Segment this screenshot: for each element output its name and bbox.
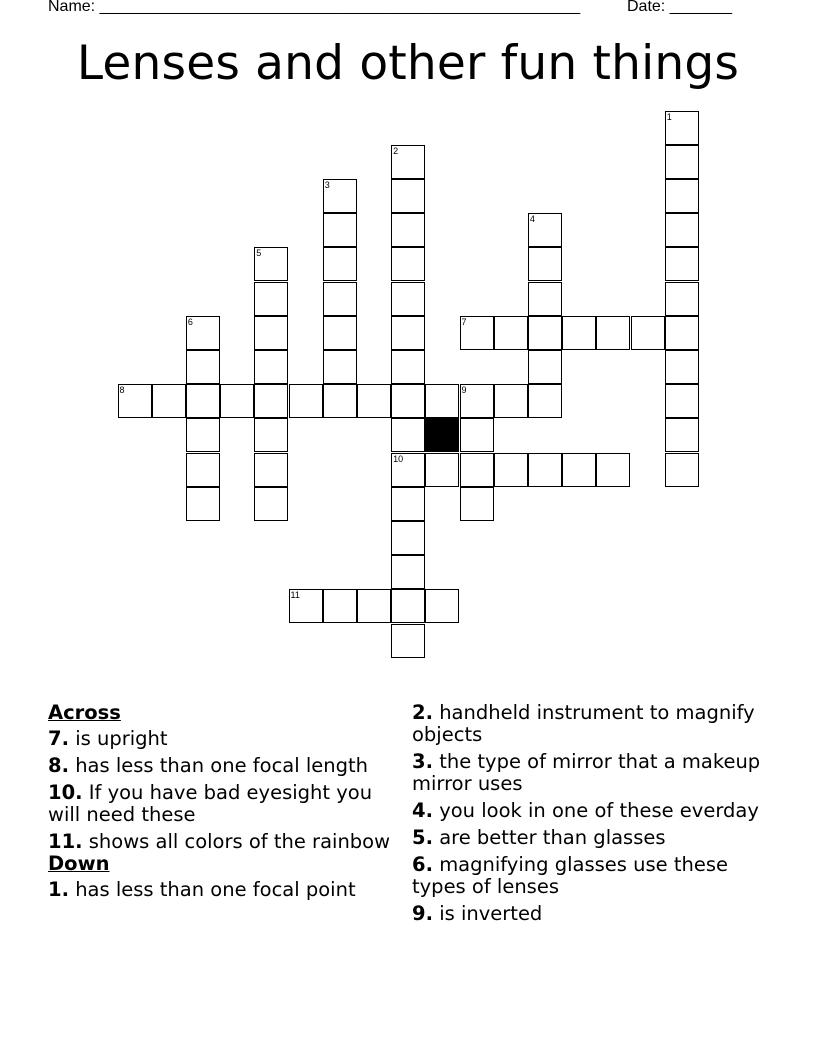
clue-number-label: 7 bbox=[461, 316, 467, 327]
clue-number-label: 1 bbox=[666, 111, 672, 122]
grid-cell[interactable] bbox=[391, 247, 425, 281]
clue-number-label: 10 bbox=[393, 453, 404, 464]
clue-number-label: 2 bbox=[393, 145, 399, 156]
grid-cell[interactable] bbox=[220, 384, 254, 418]
grid-cell[interactable] bbox=[494, 453, 528, 487]
grid-cell[interactable] bbox=[460, 487, 494, 521]
grid-cell[interactable] bbox=[254, 418, 288, 452]
grid-cell[interactable] bbox=[323, 589, 357, 623]
page-title: Lenses and other fun things bbox=[76, 36, 740, 91]
grid-black-cell bbox=[425, 418, 459, 452]
grid-cell[interactable] bbox=[562, 453, 596, 487]
grid-cell[interactable] bbox=[254, 316, 288, 350]
grid-cell[interactable] bbox=[665, 111, 699, 145]
grid-cell[interactable] bbox=[323, 350, 357, 384]
clue-text: handheld instrument to magnify objects bbox=[412, 701, 755, 746]
grid-cell[interactable] bbox=[391, 384, 425, 418]
clue-text: is upright bbox=[75, 727, 168, 750]
clue-text: the type of mirror that a makeup mirror uses bbox=[412, 750, 761, 795]
clues-right-column bbox=[412, 702, 762, 930]
clue-across-8 bbox=[48, 755, 393, 777]
grid-cell[interactable] bbox=[186, 316, 220, 350]
grid-cell[interactable] bbox=[528, 247, 562, 281]
grid-cell[interactable] bbox=[665, 316, 699, 350]
grid-cell[interactable] bbox=[494, 316, 528, 350]
grid-cell[interactable] bbox=[186, 453, 220, 487]
grid-cell[interactable] bbox=[425, 453, 459, 487]
grid-cell[interactable] bbox=[562, 316, 596, 350]
clue-number-label: 6 bbox=[187, 316, 193, 327]
grid-cell[interactable] bbox=[665, 145, 699, 179]
grid-cell[interactable] bbox=[391, 555, 425, 589]
clue-number-label: 9 bbox=[461, 385, 467, 396]
grid-cell[interactable] bbox=[186, 384, 220, 418]
grid-cell[interactable] bbox=[323, 282, 357, 316]
grid-cell[interactable] bbox=[323, 213, 357, 247]
down-heading: Down bbox=[48, 852, 110, 875]
grid-cell[interactable] bbox=[391, 316, 425, 350]
grid-cell[interactable] bbox=[391, 487, 425, 521]
across-heading: Across bbox=[48, 701, 121, 724]
grid-cell[interactable] bbox=[596, 316, 630, 350]
clue-text: is inverted bbox=[439, 902, 543, 925]
grid-cell[interactable] bbox=[391, 282, 425, 316]
grid-cell[interactable] bbox=[391, 521, 425, 555]
grid-cell[interactable] bbox=[528, 350, 562, 384]
grid-cell[interactable] bbox=[391, 179, 425, 213]
clue-number-label: 8 bbox=[119, 385, 125, 396]
grid-cell[interactable] bbox=[254, 247, 288, 281]
clue-number-label: 11 bbox=[290, 590, 300, 601]
grid-cell[interactable] bbox=[254, 487, 288, 521]
clue-down-9 bbox=[412, 903, 762, 925]
grid-cell[interactable] bbox=[289, 384, 323, 418]
grid-cell[interactable] bbox=[528, 213, 562, 247]
clue-number: 1. bbox=[48, 878, 69, 901]
clue-number-label: 3 bbox=[324, 179, 330, 190]
clue-text: magnifying glasses use these types of lenses bbox=[412, 853, 728, 898]
grid-cell[interactable] bbox=[460, 316, 494, 350]
grid-cell[interactable] bbox=[186, 487, 220, 521]
clue-across-11 bbox=[48, 831, 393, 853]
grid-cell[interactable] bbox=[254, 282, 288, 316]
clue-number-label: 4 bbox=[529, 214, 535, 225]
grid-cell[interactable] bbox=[186, 350, 220, 384]
clues-left-column bbox=[48, 702, 393, 906]
clue-down-1 bbox=[48, 879, 393, 901]
clue-number: 4. bbox=[412, 799, 433, 822]
grid-cell[interactable] bbox=[665, 282, 699, 316]
clue-text: are better than glasses bbox=[439, 826, 666, 849]
grid-cell[interactable] bbox=[391, 453, 425, 487]
grid-cell[interactable] bbox=[391, 350, 425, 384]
grid-cell[interactable] bbox=[118, 384, 152, 418]
grid-cell[interactable] bbox=[494, 384, 528, 418]
clue-number: 2. bbox=[412, 701, 433, 724]
grid-cell[interactable] bbox=[596, 453, 630, 487]
grid-cell[interactable] bbox=[289, 589, 323, 623]
grid-cell[interactable] bbox=[528, 282, 562, 316]
grid-cell[interactable] bbox=[323, 247, 357, 281]
clue-down-2 bbox=[412, 702, 762, 746]
grid-cell[interactable] bbox=[254, 350, 288, 384]
clue-number: 8. bbox=[48, 754, 69, 777]
grid-cell[interactable] bbox=[186, 418, 220, 452]
grid-cell[interactable] bbox=[460, 453, 494, 487]
grid-cell[interactable] bbox=[425, 384, 459, 418]
clue-across-7 bbox=[48, 728, 393, 750]
grid-cell[interactable] bbox=[665, 247, 699, 281]
name-field[interactable]: Name: ______________________________________________________ bbox=[48, 0, 581, 15]
clue-number: 6. bbox=[412, 853, 433, 876]
clue-number: 5. bbox=[412, 826, 433, 849]
clue-text: you look in one of these everday bbox=[439, 799, 759, 822]
grid-cell[interactable] bbox=[391, 145, 425, 179]
grid-cell[interactable] bbox=[665, 179, 699, 213]
grid-cell[interactable] bbox=[357, 384, 391, 418]
clue-down-3 bbox=[412, 751, 762, 795]
grid-cell[interactable] bbox=[528, 384, 562, 418]
clue-down-4 bbox=[412, 800, 762, 822]
clue-down-6 bbox=[412, 854, 762, 898]
date-field[interactable]: Date: _______ bbox=[627, 0, 732, 15]
grid-cell[interactable] bbox=[323, 384, 357, 418]
grid-cell[interactable] bbox=[391, 213, 425, 247]
grid-cell[interactable] bbox=[391, 589, 425, 623]
clue-text: has less than one focal length bbox=[75, 754, 369, 777]
clue-text: shows all colors of the rainbow bbox=[88, 830, 391, 853]
grid-cell[interactable] bbox=[254, 453, 288, 487]
grid-cell[interactable] bbox=[665, 418, 699, 452]
grid-cell[interactable] bbox=[528, 316, 562, 350]
grid-cell[interactable] bbox=[323, 316, 357, 350]
grid-cell[interactable] bbox=[665, 384, 699, 418]
grid-cell[interactable] bbox=[528, 453, 562, 487]
grid-cell[interactable] bbox=[391, 624, 425, 658]
clue-across-10 bbox=[48, 782, 393, 826]
grid-cell[interactable] bbox=[631, 316, 665, 350]
clue-number: 11. bbox=[48, 830, 83, 853]
clue-text: If you have bad eyesight you will need these bbox=[48, 781, 373, 826]
clue-number: 9. bbox=[412, 902, 433, 925]
grid-cell[interactable] bbox=[665, 213, 699, 247]
grid-cell[interactable] bbox=[323, 179, 357, 213]
grid-cell[interactable] bbox=[460, 384, 494, 418]
grid-cell[interactable] bbox=[391, 418, 425, 452]
clue-number-label: 5 bbox=[256, 248, 262, 259]
grid-cell[interactable] bbox=[460, 418, 494, 452]
grid-cell[interactable] bbox=[254, 384, 288, 418]
grid-cell[interactable] bbox=[665, 453, 699, 487]
grid-cell[interactable] bbox=[425, 589, 459, 623]
clue-number: 3. bbox=[412, 750, 433, 773]
clue-text: has less than one focal point bbox=[75, 878, 356, 901]
grid-cell[interactable] bbox=[665, 350, 699, 384]
clue-number: 7. bbox=[48, 727, 69, 750]
clue-down-5 bbox=[412, 827, 762, 849]
grid-cell[interactable] bbox=[357, 589, 391, 623]
clue-number: 10. bbox=[48, 781, 83, 804]
grid-cell[interactable] bbox=[152, 384, 186, 418]
